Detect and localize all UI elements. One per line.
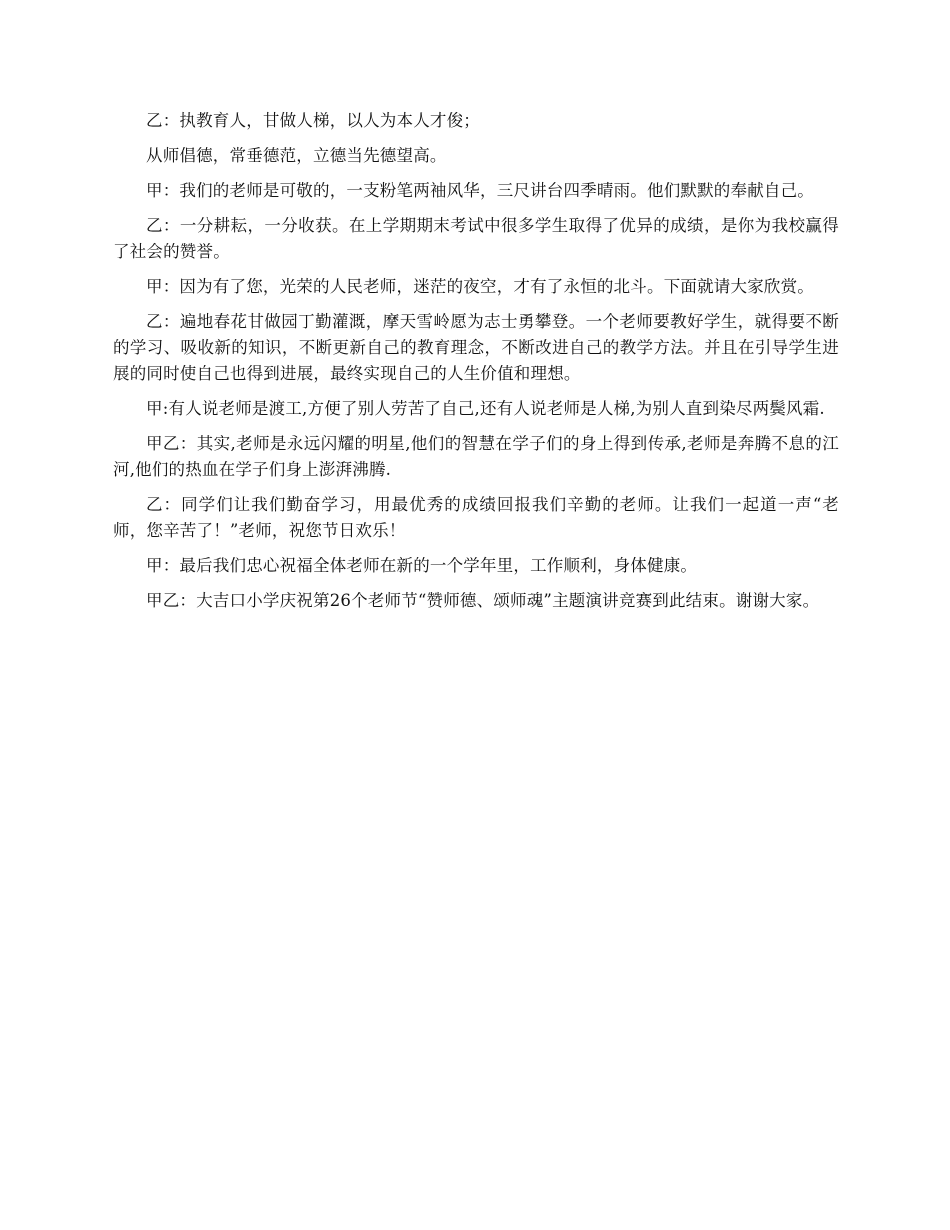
paragraph: 乙：同学们让我们勤奋学习，用最优秀的成绩回报我们辛勤的老师。让我们一起道一声“老师，您辛苦了！”老师，祝您节日欢乐！: [113, 495, 839, 540]
paragraph: 甲:有人说老师是渡工,方便了别人劳苦了自己,还有人说老师是人梯,为别人直到染尽两鬓风霜.: [146, 399, 825, 418]
paragraph: 乙：一分耕耘，一分收获。在上学期期末考试中很多学生取得了优异的成绩，是你为我校赢得了社会的赞誉。: [113, 216, 839, 261]
paragraph: 甲：最后我们忠心祝福全体老师在新的一个学年里，工作顺利，身体健康。: [146, 556, 698, 575]
paragraph: 甲乙：大吉口小学庆祝第26个老师节“赞师德、颂师魂”主题演讲竞赛到此结束。谢谢大家。: [146, 591, 820, 610]
paragraph: 甲乙：其实,老师是永远闪耀的明星,他们的智慧在学子们的身上得到传承,老师是奔腾不息的江河,他们的热血在学子们身上澎湃沸腾.: [113, 434, 839, 479]
paragraph: 乙：执教育人，甘做人梯，以人为本人才俊；: [146, 111, 480, 130]
document-body: [113, 108, 839, 623]
paragraph: 从师倡德，常垂德范，立德当先德望高。: [146, 146, 447, 165]
paragraph: 甲：因为有了您，光荣的人民老师，迷茫的夜空，才有了永恒的北斗。下面就请大家欣赏。: [146, 277, 814, 296]
paragraph: 乙：遍地春花甘做园丁勤灌溉，摩天雪岭愿为志士勇攀登。一个老师要教好学生，就得要不断的学习、吸收新的知识，不断更新自己的教育理念，不断改进自己的教学方法。并且在引导学生进展的同时使自己也得到进展，最终实现自己的人生价值和理想。: [113, 312, 839, 383]
paragraph: 甲：我们的老师是可敬的，一支粉笔两袖风华，三尺讲台四季晴雨。他们默默的奉献自己。: [146, 181, 814, 200]
